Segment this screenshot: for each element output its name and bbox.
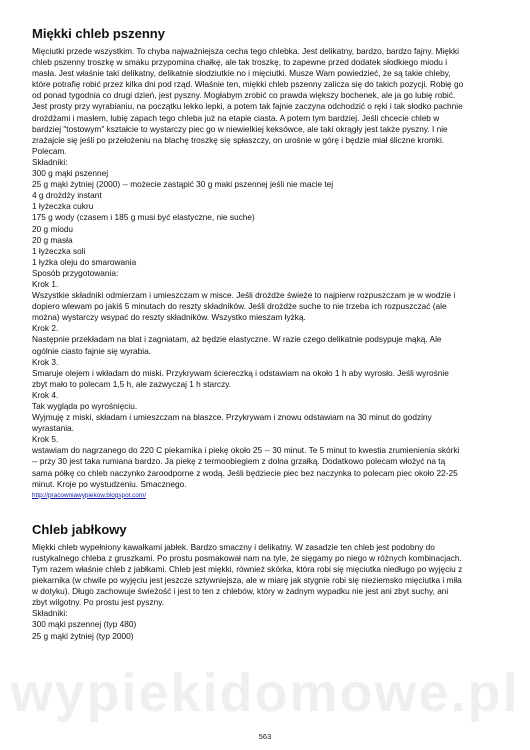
page-number: 563: [258, 732, 272, 741]
section-spacer: [32, 500, 502, 522]
watermark: wypiekidomowe.pl: [10, 663, 520, 723]
article-body: Mięciutki przede wszystkim. To chyba najważniejsza cecha tego chlebka. Jest delikatny, bardzo, bardzo fajny. Miękki chleb pszenny troszkę w smaku przypomina chałkę, ale tak troszkę, to zapewne przed dodatek słodkiego miodu i masła. Jest właśnie taki delikatny, delikatnie słodziutkie no i mięciutki. Musze Wam powiedzieć, że są takie chleby, które potrafię robić przez kilka dni pod rząd. Właśnie ten, miękki chleb pszenny zalicza się do takich pozycji. Robię go od ponad tygodnia co drugi dzień, jest pyszny. Mogłabym zrobić co prawda większy bochenek, ale ja go lubię robić. Jest prosty przy wyrabianiu, na początku lekko lepki, a potem tak fajnie zaczyna odchodzić o ręki i tak słodko pachnie drożdżami i masłem, lubię zapach tego chleba już na etapie ciasta. A potem tym bardziej. Jeśli chcecie chleb w bardziej "tostowym" kształcie to wystarczy piec go w niewielkiej keksówce, ale taki okrągły jest także pyszny. I nie zrażajcie się jeśli po przełożeniu na blachę troszkę się spłaszczy, on urośnie w górę i będzie miał śliczne kromki. Polecam. Składniki: 300 g mąki pszennej 25 g mąki żytniej (2000) -- możecie zastąpić 30 g maki pszennej jeśli nie macie tej 4 g drożdży instant 1 łyżeczka cukru 175 g wody (czasem i 185 g musi być elastyczne, nie suche) 20 g miodu 20 g masła 1 łyżeczka soli 1 łyżka oleju do smarowania Sposób przygotowania: Krok 1. Wszystkie składniki odmierzam i umieszczam w misce. Jeśli drożdże świeże to najpierw rozpuszczam je w wodzie i dopiero wlewam po jakiś 5 minutach do reszty składników. Jeśli drożdże suche to nie trzeba ich rozpuszczać (ale można) wystarczy wsypać do reszty składników. Wszystko mieszam łyżką. Krok 2. Następnie przekładam na blat i zagniatam, aż będzie elastyczne. W razie czego delikatnie podsypuje mąką. Ale ogólnie ciasto fajnie się wyrabia. Krok 3. Smaruje olejem i wkładam do miski. Przykrywam ściereczką i odstawiam na około 1 h aby wyrosło. Jeśli wyrośnie zbyt mało to polecam 1,5 h, ale zazwyczaj 1 h starczy. Krok 4. Tak wygląda po wyrośnięciu. Wyjmuję z miski, składam i umieszczam na blaszce. Przykrywam i znowu odstawiam na 30 minut do godziny wyrastania. Krok 5. wstawiam do nagrzanego do 220 C piekarnika i piekę około 25 -- 30 minut. Te 5 minut to kwestia zrumienienia skórki -- przy 30 jest taka rumiana bardzo. Ja piekę z termoobiegiem z dolna grzałką. Dodatkowo polecam włożyć na tą sama półkę co chleb naczynko żaroodporne z wodą. Jeśli będziecie piec bez naczynka to polecam piec około 22-25 minut. Kroje po wystudzeniu. Smacznego.: [32, 46, 464, 489]
article-title: Chleb jabłkowy: [32, 521, 127, 537]
source-link[interactable]: http://pracowniawypiekow.blogspot.com/: [32, 491, 147, 499]
article-body: Miękki chleb wypełniony kawałkami jabłek. Bardzo smaczny i delikatny. W zasadzie ten chleb jest podobny do rustykalnego chleba z gruszkami. Po prostu posmakował nam na tyle, że sięgamy po niego w różnych kombinacjach. Tym razem właśnie chleb z jabłkami. Chleb jest miękki, również skórka, która robi się mięciutka niedługo po wyjęciu z piekarnika (w chwile po wyjęciu jest jeszcze sztywniejsza, ale w miarę jak stygnie robi się nieziemsko mięciutka i miła w dotyku). Długo zachowuje świeżość i jest to ten z chlebów, który w żadnym wypadku nie jest ani zbyt suchy, ani zbyt wilgotny. Po prostu jest pyszny. Składniki: 300 mąki pszennej (typ 480) 25 g mąki żytniej (typ 2000): [32, 541, 463, 641]
article-title: Miękki chleb pszenny: [32, 26, 165, 41]
page-content: [32, 26, 502, 642]
